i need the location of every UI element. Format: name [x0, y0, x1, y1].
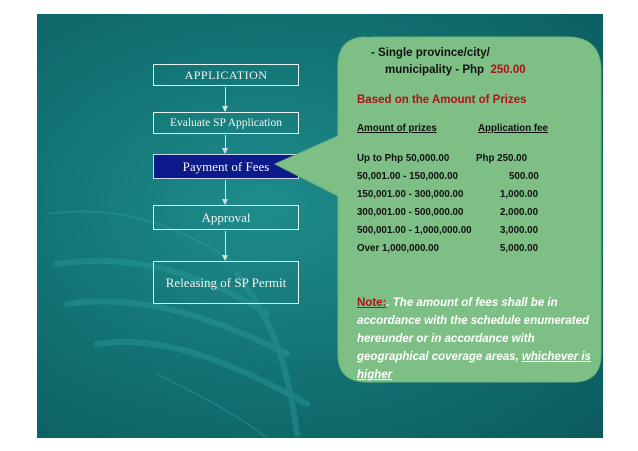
fee-note — [357, 294, 593, 384]
prize-range: 500,001.00 - 1,000,000.00 — [357, 224, 472, 236]
note-emphasis: whichever is higher — [357, 351, 591, 381]
slide — [37, 14, 603, 438]
fee-value: 2,000.00 — [500, 206, 539, 218]
fee-value: 1,000.00 — [500, 188, 539, 200]
fee-value: 500.00 — [509, 170, 539, 182]
flow-step-application: APPLICATION — [153, 64, 299, 86]
prize-range: 150,001.00 - 300,000.00 — [357, 188, 464, 200]
section-heading: Based on the Amount of Prizes — [357, 94, 527, 106]
fee-value: 5,000.00 — [500, 242, 539, 254]
prize-range: 50,001.00 - 150,000.00 — [357, 170, 459, 182]
note-text: . The amount of fees shall be in accordance with the schedule enumerated hereunder or in accordance with geographical coverage areas, whichever is higher — [357, 297, 591, 381]
municipality-fee-line: municipality - Php 250.00 — [385, 64, 526, 76]
fee-value: Php 250.00 — [476, 152, 528, 164]
column-header-prizes: Amount of prizes — [357, 122, 437, 134]
flow-step-payment-highlighted: Payment of Fees — [153, 154, 299, 179]
note-label: Note: — [357, 297, 387, 309]
prize-range: Up to Php 50,000.00 — [357, 152, 450, 164]
column-header-fee: Application fee — [478, 122, 548, 134]
flow-step-releasing: Releasing of SP Permit — [153, 261, 299, 304]
single-province-line: - Single province/city/ — [371, 47, 490, 59]
flow-step-approval: Approval — [153, 205, 299, 230]
flow-step-evaluate: Evaluate SP Application — [153, 112, 299, 134]
fee-value: 3,000.00 — [500, 224, 539, 236]
prize-range: 300,001.00 - 500,000.00 — [357, 206, 464, 218]
prize-range: Over 1,000,000.00 — [357, 242, 439, 254]
fee-callout — [338, 37, 601, 382]
